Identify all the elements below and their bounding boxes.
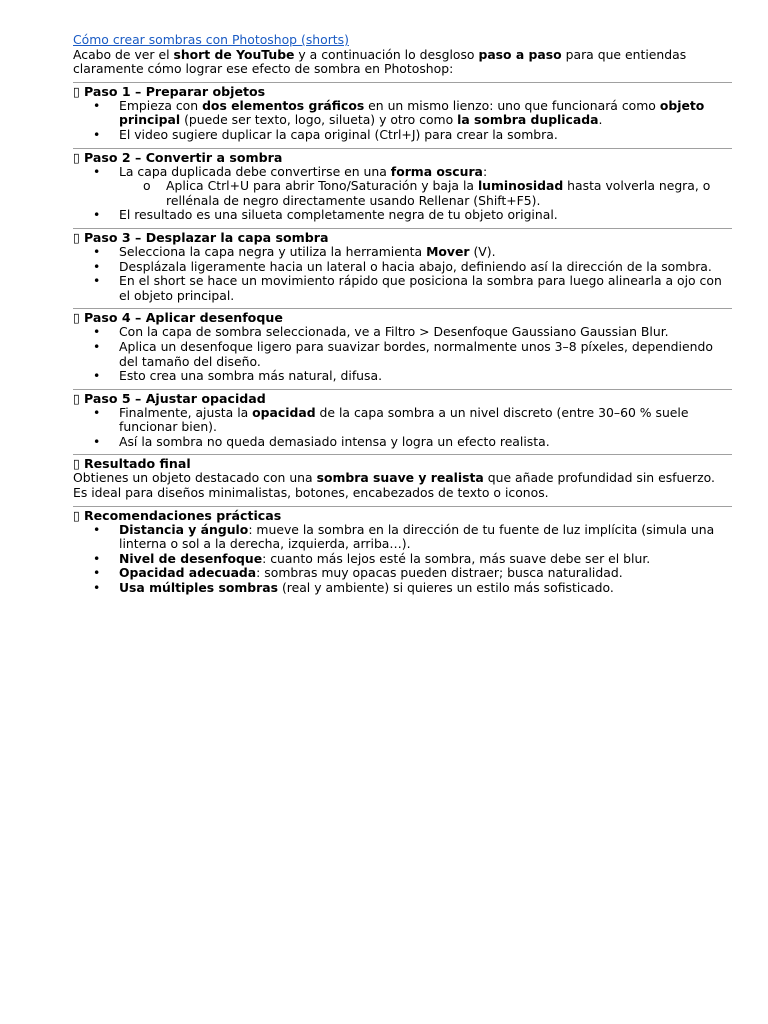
list-item [73,165,732,209]
bold-text: short de YouTube [173,46,295,62]
text-run: La capa duplicada debe convertirse en una [119,163,391,179]
list-item [73,274,732,303]
text-run: El resultado es una silueta completamente negra de tu objeto original. [119,207,558,223]
section-heading [73,508,732,523]
text-run: Finalmente, ajusta la [119,404,253,420]
section-divider [73,389,732,390]
text-run: : sombras muy opacas pueden distraer; busca naturalidad. [256,565,623,581]
bold-text: sombra suave y realista [316,470,484,486]
bold-text: Mover [426,243,470,259]
missing-glyph-icon: ▯ [73,456,84,472]
section-heading [73,84,732,99]
bold-text: Nivel de desenfoque [119,550,263,566]
bold-text: Opacidad adecuada [119,565,257,581]
list-item [73,340,732,369]
list-item [73,435,732,450]
list-item [73,260,732,275]
bold-text: objeto principal [119,97,705,128]
section-divider [73,228,732,229]
bold-text: forma oscura [390,163,483,179]
text-run: en un mismo lienzo: uno que funcionará como [364,97,660,113]
section-title: Recomendaciones prácticas [83,507,282,523]
section-title: Paso 2 – Convertir a sombra [83,149,283,165]
text-run: . [598,112,603,128]
list-item [73,581,732,596]
section-divider [73,454,732,455]
list-item [73,128,732,143]
list-item [73,369,732,384]
missing-glyph-icon: ▯ [73,390,84,406]
section-title: Paso 1 – Preparar objetos [83,83,266,99]
missing-glyph-icon: ▯ [73,507,84,523]
text-run: : mueve la sombra en la dirección de tu fuente de luz implícita (simula una linterna o sol a la derecha, izquierda, arriba…). [119,521,715,552]
missing-glyph-icon: ▯ [73,310,84,326]
text-run: hasta volverla negra, o rellénala de negro directamente usando Rellenar (Shift+F5). [166,178,711,208]
text-run: para que entiendas claramente cómo lograr ese efecto de sombra en Photoshop: [73,46,687,77]
section-heading [73,310,732,325]
text-run: (real y ambiente) si quieres un estilo más sofisticado. [278,580,614,596]
text-run: (V). [469,243,496,259]
section-title: Resultado final [83,456,191,472]
text-run: Así la sombra no queda demasiado intensa y logra un efecto realista. [119,433,550,449]
bullet-list [73,325,732,383]
text-run: : [482,163,488,179]
section-title: Paso 3 – Desplazar la capa sombra [83,229,329,245]
text-run: Con la capa de sombra seleccionada, ve a Filtro > Desenfoque Gaussiano Gaussian Blur. [119,324,669,340]
section-heading [73,391,732,406]
video-link[interactable]: Cómo crear sombras con Photoshop (shorts) [73,32,349,47]
bullet-list [73,406,732,450]
text-run: En el short se hace un movimiento rápido que posiciona la sombra para luego alinearla a ojo con el objeto principal. [119,273,722,303]
text-run: y a continuación lo desgloso [294,46,479,62]
text-run: que añade profundidad sin esfuerzo. Es ideal para diseños minimalistas, botones, encabezados de texto o iconos. [73,470,715,501]
bullet-list [73,245,732,303]
list-item [73,406,732,435]
list-item [73,325,732,340]
list-item [73,566,732,581]
text-run: Esto crea una sombra más natural, difusa. [119,368,383,384]
text-run: Empieza con [119,97,203,113]
bullet-list [73,523,732,596]
bold-text: paso a paso [478,46,562,62]
text-run: Obtienes un objeto destacado con una [73,470,317,486]
section-divider [73,506,732,507]
bold-text: Distancia y ángulo [119,521,249,537]
bullet-list [73,165,732,223]
bold-text: la sombra duplicada [457,112,599,128]
text-run: (puede ser texto, logo, silueta) y otro como [180,112,458,128]
missing-glyph-icon: ▯ [73,149,84,165]
list-item [73,552,732,567]
list-item [73,208,732,223]
text-run: Desplázala ligeramente hacia un lateral o hacia abajo, definiendo así la dirección de la sombra. [119,258,712,274]
section-heading [73,456,732,471]
text-run: Aplica Ctrl+U para abrir Tono/Saturación y baja la [166,178,478,194]
section-divider [73,148,732,149]
text-run: Aplica un desenfoque ligero para suavizar bordes, normalmente unos 3–8 píxeles, dependiendo del tamaño del diseño. [119,338,713,369]
bullet-list [73,99,732,143]
section-title: Paso 5 – Ajustar opacidad [83,390,266,406]
text-run: El video sugiere duplicar la capa original (Ctrl+J) para crear la sombra. [119,126,558,142]
missing-glyph-icon: ▯ [73,83,84,99]
text-run: Selecciona la capa negra y utiliza la herramienta [119,243,427,259]
sub-list-item [119,179,732,208]
list-item [73,99,732,128]
sub-list [119,179,732,208]
bold-text: dos elementos gráficos [202,97,365,113]
list-item [73,523,732,552]
bold-text: opacidad [252,404,316,420]
section-divider [73,82,732,83]
section-divider [73,308,732,309]
intro-paragraph [73,48,732,77]
missing-glyph-icon: ▯ [73,229,84,245]
bold-text: luminosidad [477,178,564,194]
text-run: Acabo de ver el [73,46,174,62]
text-run: : cuanto más lejos esté la sombra, más suave debe ser el blur. [262,550,651,566]
sections-container [73,82,732,596]
list-item [73,245,732,260]
section-paragraph [73,471,732,500]
section-heading [73,150,732,165]
text-run: de la capa sombra a un nivel discreto (entre 30–60 % suele funcionar bien). [119,404,689,435]
section-title: Paso 4 – Aplicar desenfoque [83,310,283,326]
bold-text: Usa múltiples sombras [119,580,278,596]
section-heading [73,230,732,245]
